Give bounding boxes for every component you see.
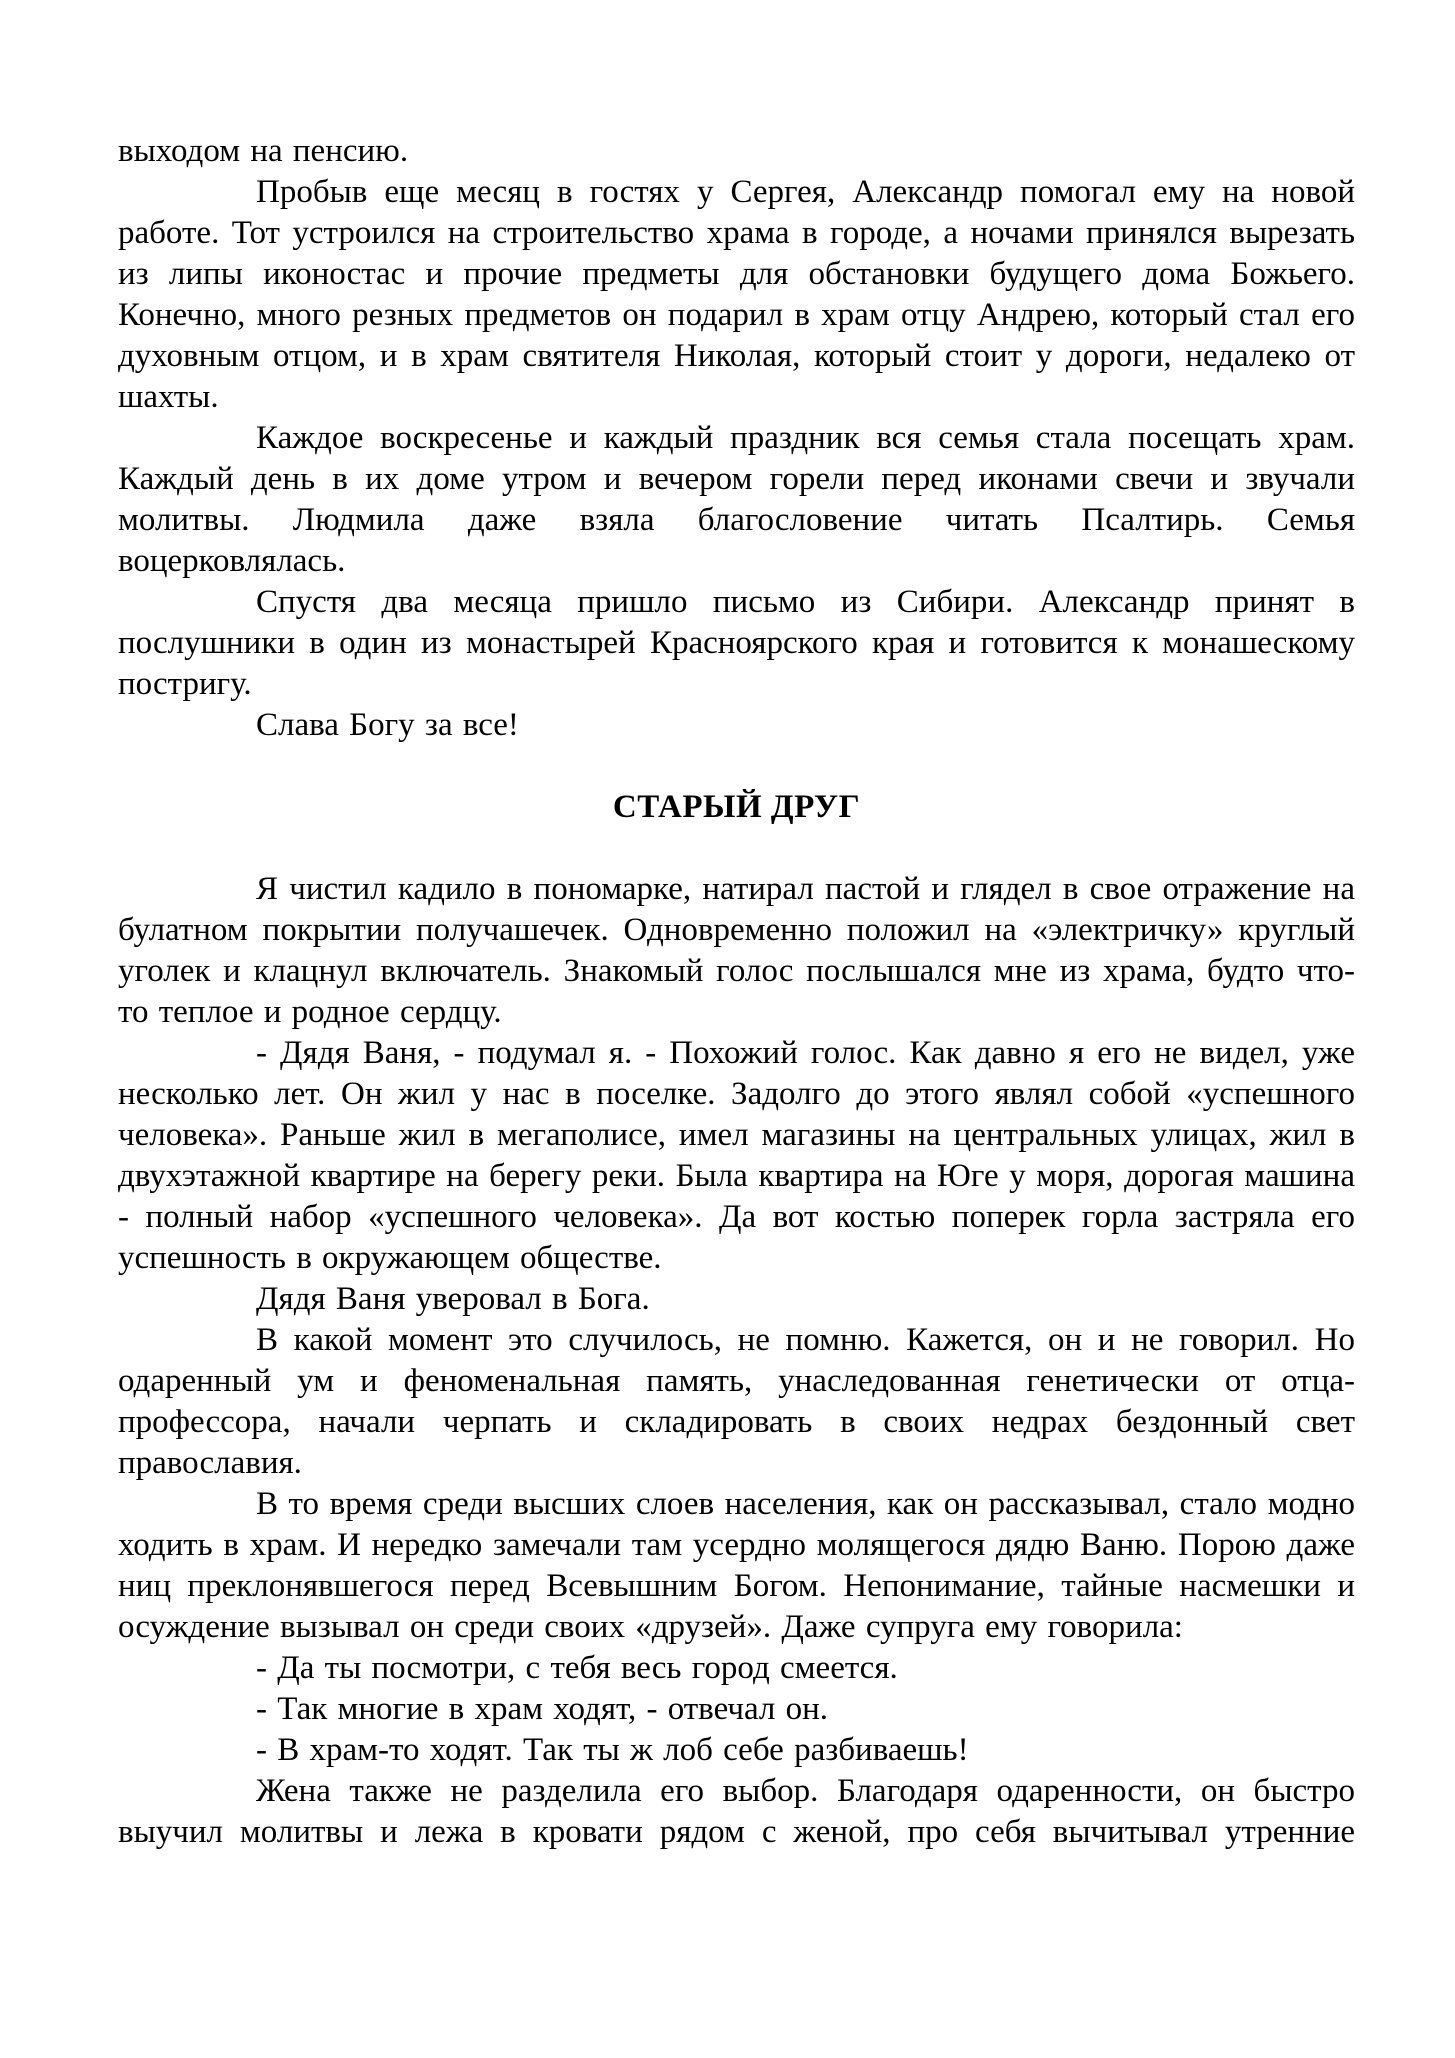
paragraph: Каждое воскресенье и каждый праздник вся семья стала посещать храм. Каждый день в их доме утром и вечером горели перед иконами свечи и звучали молитвы. Людмила даже взяла благословение читать Псалтирь. Семья воцерковлялась.	[118, 420, 1355, 579]
paragraph: Слава Богу за все!	[256, 707, 519, 743]
section-heading: СТАРЫЙ ДРУГ	[612, 789, 861, 825]
dialogue-line: - В храм-то ходят. Так ты ж лоб себе разбиваешь!	[256, 1732, 969, 1768]
dialogue-line: - Да ты посмотри, с тебя весь город смеется.	[256, 1650, 898, 1686]
paragraph: Спустя два месяца пришло письмо из Сибири. Александр принят в послушники в один из монастырей Красноярского края и готовится к монашескому постригу.	[118, 584, 1355, 702]
paragraph: Пробыв еще месяц в гостях у Сергея, Александр помогал ему на новой работе. Тот устроился на строительство храма в городе, а ночами принялся вырезать из липы иконостас и прочие предметы для обстановки будущего дома Божьего. Конечно, много резных предметов он подарил в храм отцу Андрею, который стал его духовным отцом, и в храм святителя Николая, который стоит у дороги, недалеко от шахты.	[118, 174, 1355, 415]
paragraph: Я чистил кадило в пономарке, натирал пастой и глядел в свое отражение на булатном покрытии получашечек. Одновременно положил на «электричку» круглый уголек и клацнул включатель. Знакомый голос послышался мне из храма, будто что-то теплое и родное сердцу.	[118, 871, 1355, 1030]
paragraph: выходом на пенсию.	[118, 133, 409, 169]
paragraph: В какой момент это случилось, не помню. Кажется, он и не говорил. Но одаренный ум и феноменальная память, унаследованная генетически от отца-профессора, начали черпать и складировать в своих недрах бездонный свет православия.	[118, 1322, 1355, 1481]
paragraph: Жена также не разделила его выбор. Благодаря одаренности, он быстро выучил молитвы и лежа в кровати рядом с женой, про себя вычитывал утренние	[118, 1773, 1355, 1850]
paragraph: В то время среди высших слоев населения, как он рассказывал, стало модно ходить в храм. И нередко замечали там усердно молящегося дядю Ваню. Порою даже ниц преклонявшегося перед Всевышним Богом. Непонимание, тайные насмешки и осуждение вызывал он среди своих «друзей». Даже супруга ему говорила:	[118, 1486, 1355, 1645]
dialogue-line: - Так многие в храм ходят, - отвечал он.	[256, 1691, 829, 1727]
paragraph: Дядя Ваня уверовал в Бога.	[256, 1281, 650, 1317]
paragraph: - Дядя Ваня, - подумал я. - Похожий голос. Как давно я его не видел, уже несколько лет. Он жил у нас в поселке. Задолго до этого являл собой «успешного человека». Раньше жил в мегаполисе, имел магазины на центральных улицах, жил в двухэтажной квартире на берегу реки. Была квартира на Юге у моря, дорогая машина - полный набор «успешного человека». Да вот костью поперек горла застряла его успешность в окружающем обществе.	[118, 1035, 1355, 1276]
